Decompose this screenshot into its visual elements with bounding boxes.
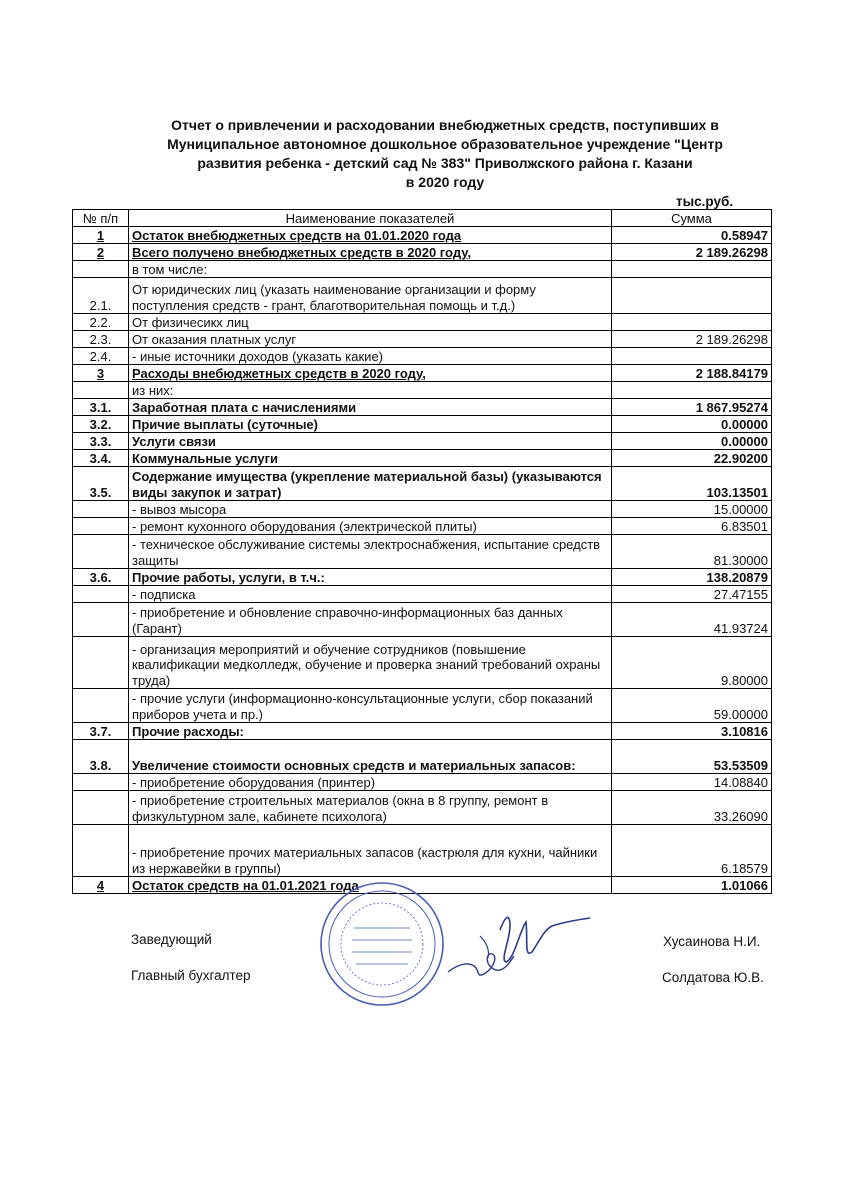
row-name: - приобретение и обновление справочно-информационных баз данных (Гарант) — [129, 603, 612, 637]
table-row — [73, 278, 772, 314]
accountant-name: Солдатова Ю.В. — [662, 970, 764, 985]
row-amount: 15.00000 — [612, 501, 772, 518]
row-name: в том числе: — [129, 261, 612, 278]
report-table — [72, 209, 772, 894]
table-row — [73, 723, 772, 740]
table-row — [73, 382, 772, 399]
head-name: Хусаинова Н.И. — [663, 934, 761, 949]
table-row — [73, 416, 772, 433]
row-amount: 33.26090 — [612, 791, 772, 825]
table-row — [73, 314, 772, 331]
row-name: Услуги связи — [129, 433, 612, 450]
row-amount: 6.18579 — [612, 825, 772, 877]
row-number — [73, 261, 129, 278]
row-number — [73, 603, 129, 637]
row-number: 3.2. — [73, 416, 129, 433]
row-amount — [612, 348, 772, 365]
title-line-3: развития ребенка - детский сад № 383" Приволжского района г. Казани — [197, 155, 693, 171]
row-number: 2.3. — [73, 331, 129, 348]
table-row — [73, 774, 772, 791]
table-row — [73, 348, 772, 365]
table-row — [73, 331, 772, 348]
row-amount: 27.47155 — [612, 586, 772, 603]
units-label: тыс.руб. — [676, 194, 734, 209]
row-number — [73, 382, 129, 399]
table-row — [73, 433, 772, 450]
row-number: 3.5. — [73, 467, 129, 501]
row-name: Всего получено внебюджетных средств в 2020 году, — [129, 244, 612, 261]
table-row — [73, 450, 772, 467]
row-amount: 3.10816 — [612, 723, 772, 740]
row-number — [73, 535, 129, 569]
row-amount: 2 188.84179 — [612, 365, 772, 382]
table-row — [73, 244, 772, 261]
accountant-title: Главный бухгалтер — [131, 968, 251, 983]
title-line-4: в 2020 году — [405, 174, 485, 190]
row-number: 2.2. — [73, 314, 129, 331]
row-amount: 0.58947 — [612, 227, 772, 244]
row-name: Остаток средств на 01.01.2021 года — [129, 877, 612, 894]
row-name: От оказания платных услуг — [129, 331, 612, 348]
row-name: - приобретение прочих материальных запасов (кастрюля для кухни, чайники из нержавейки в группы) — [129, 825, 612, 877]
row-name: Заработная плата с начислениями — [129, 399, 612, 416]
row-name: Расходы внебюджетных средств в 2020 году, — [129, 365, 612, 382]
row-amount: 59.00000 — [612, 689, 772, 723]
row-name: - прочие услуги (информационно-консультационные услуги, сбор показаний приборов учета и пр.) — [129, 689, 612, 723]
row-number: 3.8. — [73, 740, 129, 774]
row-number: 2.1. — [73, 278, 129, 314]
row-amount — [612, 314, 772, 331]
report-title — [120, 116, 770, 192]
official-stamp — [318, 880, 446, 1008]
row-number: 3.3. — [73, 433, 129, 450]
row-name: - техническое обслуживание системы электроснабжения, испытание средств защиты — [129, 535, 612, 569]
row-name: От физичесикх лиц — [129, 314, 612, 331]
table-row — [73, 467, 772, 501]
row-amount: 103.13501 — [612, 467, 772, 501]
table-row — [73, 586, 772, 603]
row-name: Прочие работы, услуги, в т.ч.: — [129, 569, 612, 586]
row-number — [73, 825, 129, 877]
row-number: 1 — [73, 227, 129, 244]
table-row — [73, 365, 772, 382]
head-title: Заведующий — [131, 932, 212, 947]
row-amount: 138.20879 — [612, 569, 772, 586]
row-amount: 22.90200 — [612, 450, 772, 467]
row-name: - подписка — [129, 586, 612, 603]
table-row — [73, 740, 772, 774]
row-amount: 6.83501 — [612, 518, 772, 535]
header-amount: Сумма — [612, 210, 772, 227]
table-row — [73, 825, 772, 877]
row-name: - организация мероприятий и обучение сотрудников (повышение квалификации медколледж, обучение и проверка знаний требований охраны труда) — [129, 637, 612, 689]
row-number: 3.4. — [73, 450, 129, 467]
row-amount: 14.08840 — [612, 774, 772, 791]
title-line-2: Муниципальное автономное дошкольное образовательное учреждение "Центр — [167, 136, 723, 152]
row-amount: 1 867.95274 — [612, 399, 772, 416]
header-num: № п/п — [73, 210, 129, 227]
row-amount: 53.53509 — [612, 740, 772, 774]
row-name: - вывоз мысора — [129, 501, 612, 518]
row-name: - иные источники доходов (указать какие) — [129, 348, 612, 365]
table-row — [73, 637, 772, 689]
table-row — [73, 261, 772, 278]
row-number — [73, 774, 129, 791]
row-number — [73, 791, 129, 825]
row-name: - приобретение оборудования (принтер) — [129, 774, 612, 791]
row-amount: 0.00000 — [612, 433, 772, 450]
row-number: 2 — [73, 244, 129, 261]
table-row — [73, 518, 772, 535]
row-number — [73, 637, 129, 689]
row-number — [73, 518, 129, 535]
row-number: 3 — [73, 365, 129, 382]
row-name: Коммунальные услуги — [129, 450, 612, 467]
table-row — [73, 227, 772, 244]
table-row — [73, 603, 772, 637]
row-name: - приобретение строительных материалов (окна в 8 группу, ремонт в физкультурном зале, кабинете психолога) — [129, 791, 612, 825]
row-amount — [612, 278, 772, 314]
row-number: 2.4. — [73, 348, 129, 365]
row-amount: 0.00000 — [612, 416, 772, 433]
row-number: 3.7. — [73, 723, 129, 740]
row-amount — [612, 261, 772, 278]
row-number: 3.6. — [73, 569, 129, 586]
row-name: Увеличение стоимости основных средств и материальных запасов: — [129, 740, 612, 774]
row-name: Прочие расходы: — [129, 723, 612, 740]
row-amount — [612, 382, 772, 399]
table-row — [73, 791, 772, 825]
table-row — [73, 501, 772, 518]
table-row — [73, 569, 772, 586]
row-name: Причие выплаты (суточные) — [129, 416, 612, 433]
table-row — [73, 689, 772, 723]
title-line-1: Отчет о привлечении и расходовании внебюджетных средств, поступивших в — [171, 117, 719, 133]
table-header-row — [73, 210, 772, 227]
row-number — [73, 586, 129, 603]
row-name: Остаток внебюджетных средств на 01.01.2020 года — [129, 227, 612, 244]
row-number: 4 — [73, 877, 129, 894]
row-amount: 1.01066 — [612, 877, 772, 894]
row-number: 3.1. — [73, 399, 129, 416]
row-amount: 81.30000 — [612, 535, 772, 569]
row-number — [73, 501, 129, 518]
table-row — [73, 535, 772, 569]
header-name: Наименование показателей — [129, 210, 612, 227]
row-amount: 41.93724 — [612, 603, 772, 637]
table-row — [73, 399, 772, 416]
row-amount: 9.80000 — [612, 637, 772, 689]
row-name: - ремонт кухонного оборудования (электрической плиты) — [129, 518, 612, 535]
row-name: из них: — [129, 382, 612, 399]
signature — [440, 900, 600, 990]
row-name: От юридических лиц (указать наименование организации и форму поступления средств - грант, благотворительная помощь и т.д.) — [129, 278, 612, 314]
row-amount: 2 189.26298 — [612, 244, 772, 261]
row-name: Содержание имущества (укрепление материальной базы) (указываются виды закупок и затрат) — [129, 467, 612, 501]
row-amount: 2 189.26298 — [612, 331, 772, 348]
row-number — [73, 689, 129, 723]
